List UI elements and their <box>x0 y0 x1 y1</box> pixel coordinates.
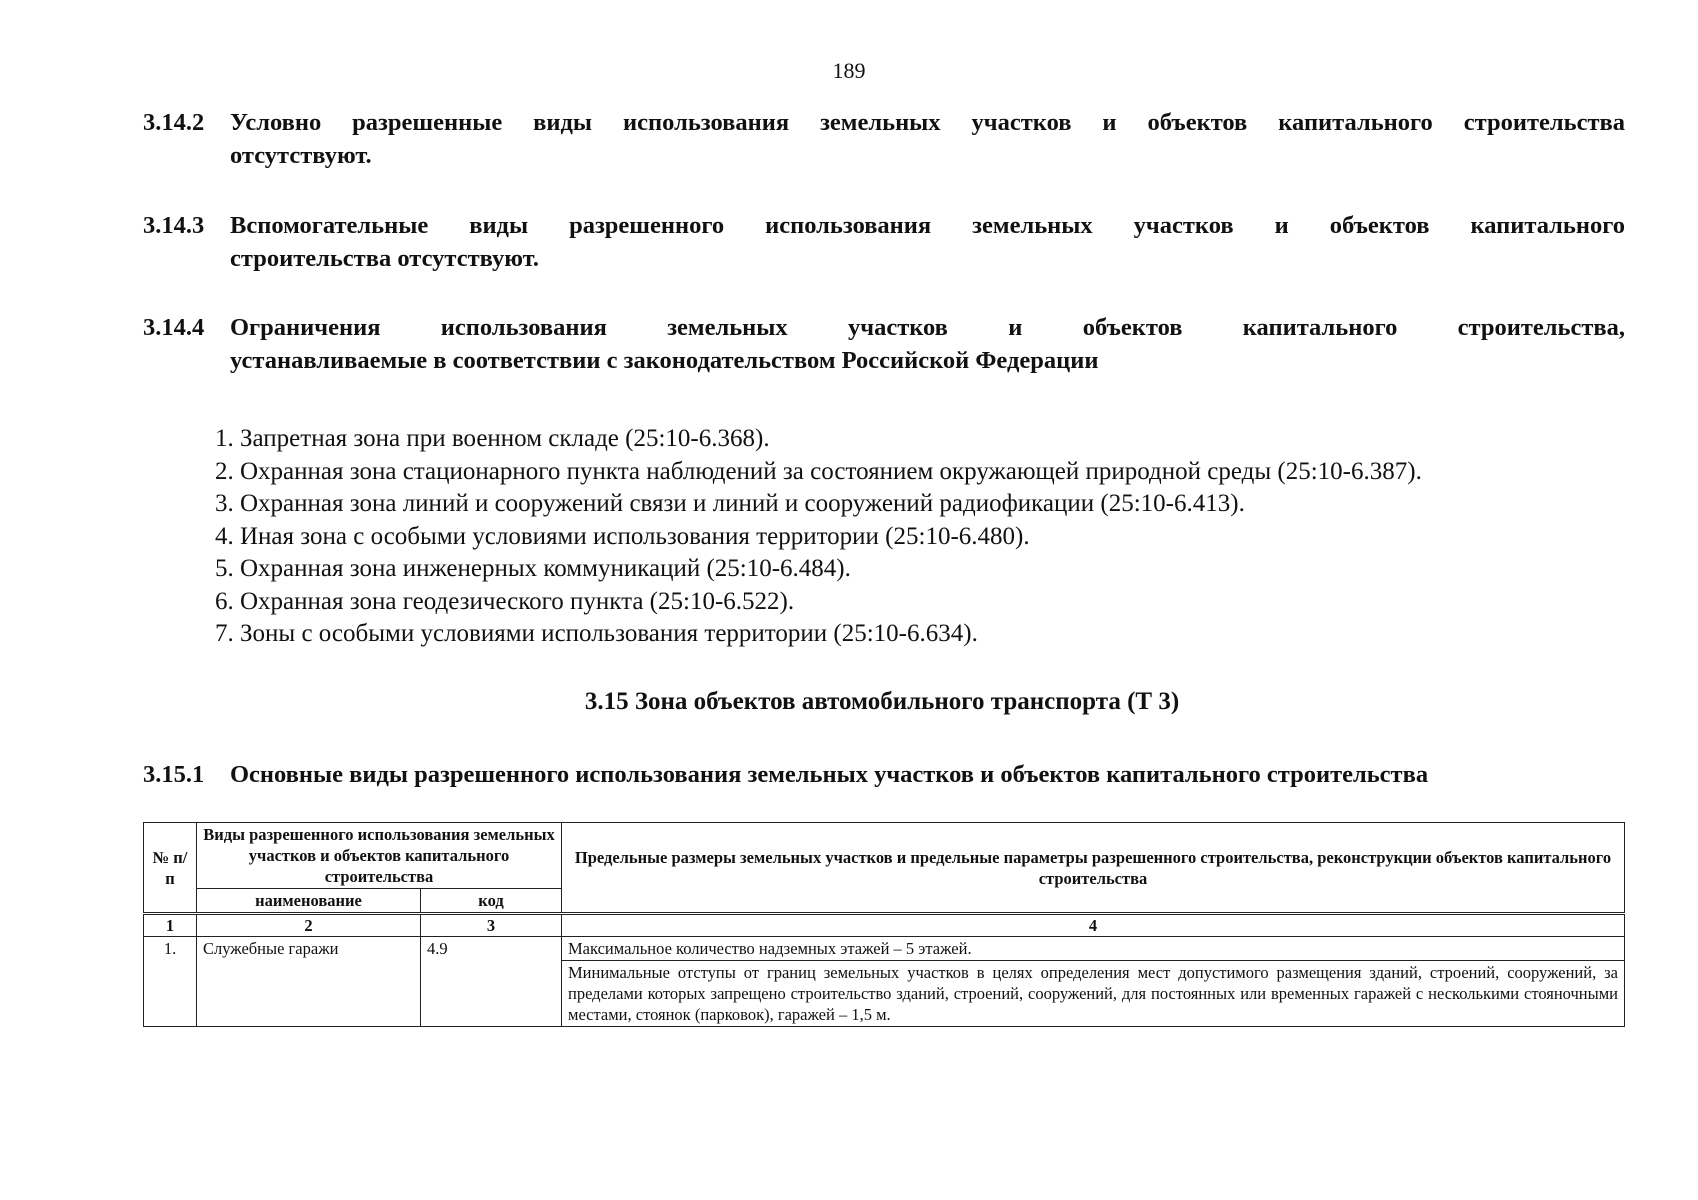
section-heading-line1: Условно разрешенные виды использования земельных участков и объектов капитального строительства <box>230 109 1625 136</box>
section-3-14-4 <box>143 311 1625 377</box>
list-item: 1. Запретная зона при военном складе (25:10-6.368). <box>215 425 770 452</box>
section-heading-line2: отсутствуют. <box>230 142 372 169</box>
row-name: Служебные гаражи <box>197 937 421 1027</box>
index-cell: 2 <box>197 915 421 937</box>
section-heading <box>230 311 1625 377</box>
list-item: 6. Охранная зона геодезического пункта (25:10-6.522). <box>215 587 795 615</box>
section-heading <box>230 106 1625 172</box>
page-number: 189 <box>832 58 866 83</box>
section-3-14-2 <box>143 106 1625 172</box>
header-no: № п/п <box>144 823 197 913</box>
index-cell: 4 <box>562 915 1625 937</box>
section-heading <box>230 758 1625 791</box>
zone-title: 3.15 Зона объектов автомобильного транспорта (Т 3) <box>584 688 1180 715</box>
list-item: 5. Охранная зона инженерных коммуникаций (25:10-6.484). <box>215 555 851 582</box>
section-heading-line2: строительства отсутствуют. <box>230 245 539 272</box>
parameters-table <box>143 822 1625 1027</box>
section-heading-line1: Вспомогательные виды разрешенного использования земельных участков и объектов капитального <box>230 212 1625 239</box>
section-3-14-3 <box>143 209 1625 275</box>
row-number: 1. <box>144 937 197 1027</box>
list-item: 3. Охранная зона линий и сооружений связи и линий и сооружений радиофикации (25:10-6.413). <box>215 490 1245 517</box>
section-number: 3.15.1 <box>143 761 205 788</box>
section-heading-line2: устанавливаемые в соответствии с законодательством Российской Федерации <box>230 347 1099 374</box>
header-code: код <box>421 889 562 913</box>
section-number: 3.14.3 <box>143 212 205 239</box>
list-item: 4. Иная зона с особыми условиями использования территории (25:10-6.480). <box>215 522 1030 550</box>
section-number: 3.14.4 <box>143 314 205 341</box>
header-kinds: Виды разрешенного использования земельных участков и объектов капитального строительства <box>197 823 562 889</box>
table-row <box>144 937 1625 961</box>
header-params: Предельные размеры земельных участков и предельные параметры разрешенного строительства, реконструкции объектов капитального строительства <box>562 823 1625 913</box>
section-heading <box>230 209 1625 275</box>
section-heading-line1: Ограничения использования земельных участков и объектов капитального строительства, <box>230 314 1625 341</box>
index-cell: 1 <box>144 915 197 937</box>
list-item: 7. Зоны с особыми условиями использования территории (25:10-6.634). <box>215 620 978 647</box>
header-name: наименование <box>197 889 421 913</box>
section-3-15-1 <box>143 758 1625 791</box>
row-code: 4.9 <box>421 937 562 1027</box>
list-item: 2. Охранная зона стационарного пункта наблюдений за состоянием окружающей природной среды (25:10-6.387). <box>215 457 1422 485</box>
row-param: Максимальное количество надземных этажей – 5 этажей. <box>562 937 1625 961</box>
table-index-row <box>144 915 1625 937</box>
row-param: Минимальные отступы от границ земельных участков в целях определения мест допустимого размещения зданий, строений, сооружений, за пределами которых запрещено строительство зданий, строений, сооружений, для постоянных или временных гаражей с несколькими стояночными местами, стоянок (парковок), гаражей – 1,5 м. <box>562 961 1625 1027</box>
restrictions-list <box>215 423 1422 651</box>
index-cell: 3 <box>421 915 562 937</box>
section-number: 3.14.2 <box>143 109 205 136</box>
section-heading-line1: Основные виды разрешенного использования земельных участков и объектов капитального строительства <box>230 761 1429 788</box>
table-header-row <box>144 823 1625 889</box>
